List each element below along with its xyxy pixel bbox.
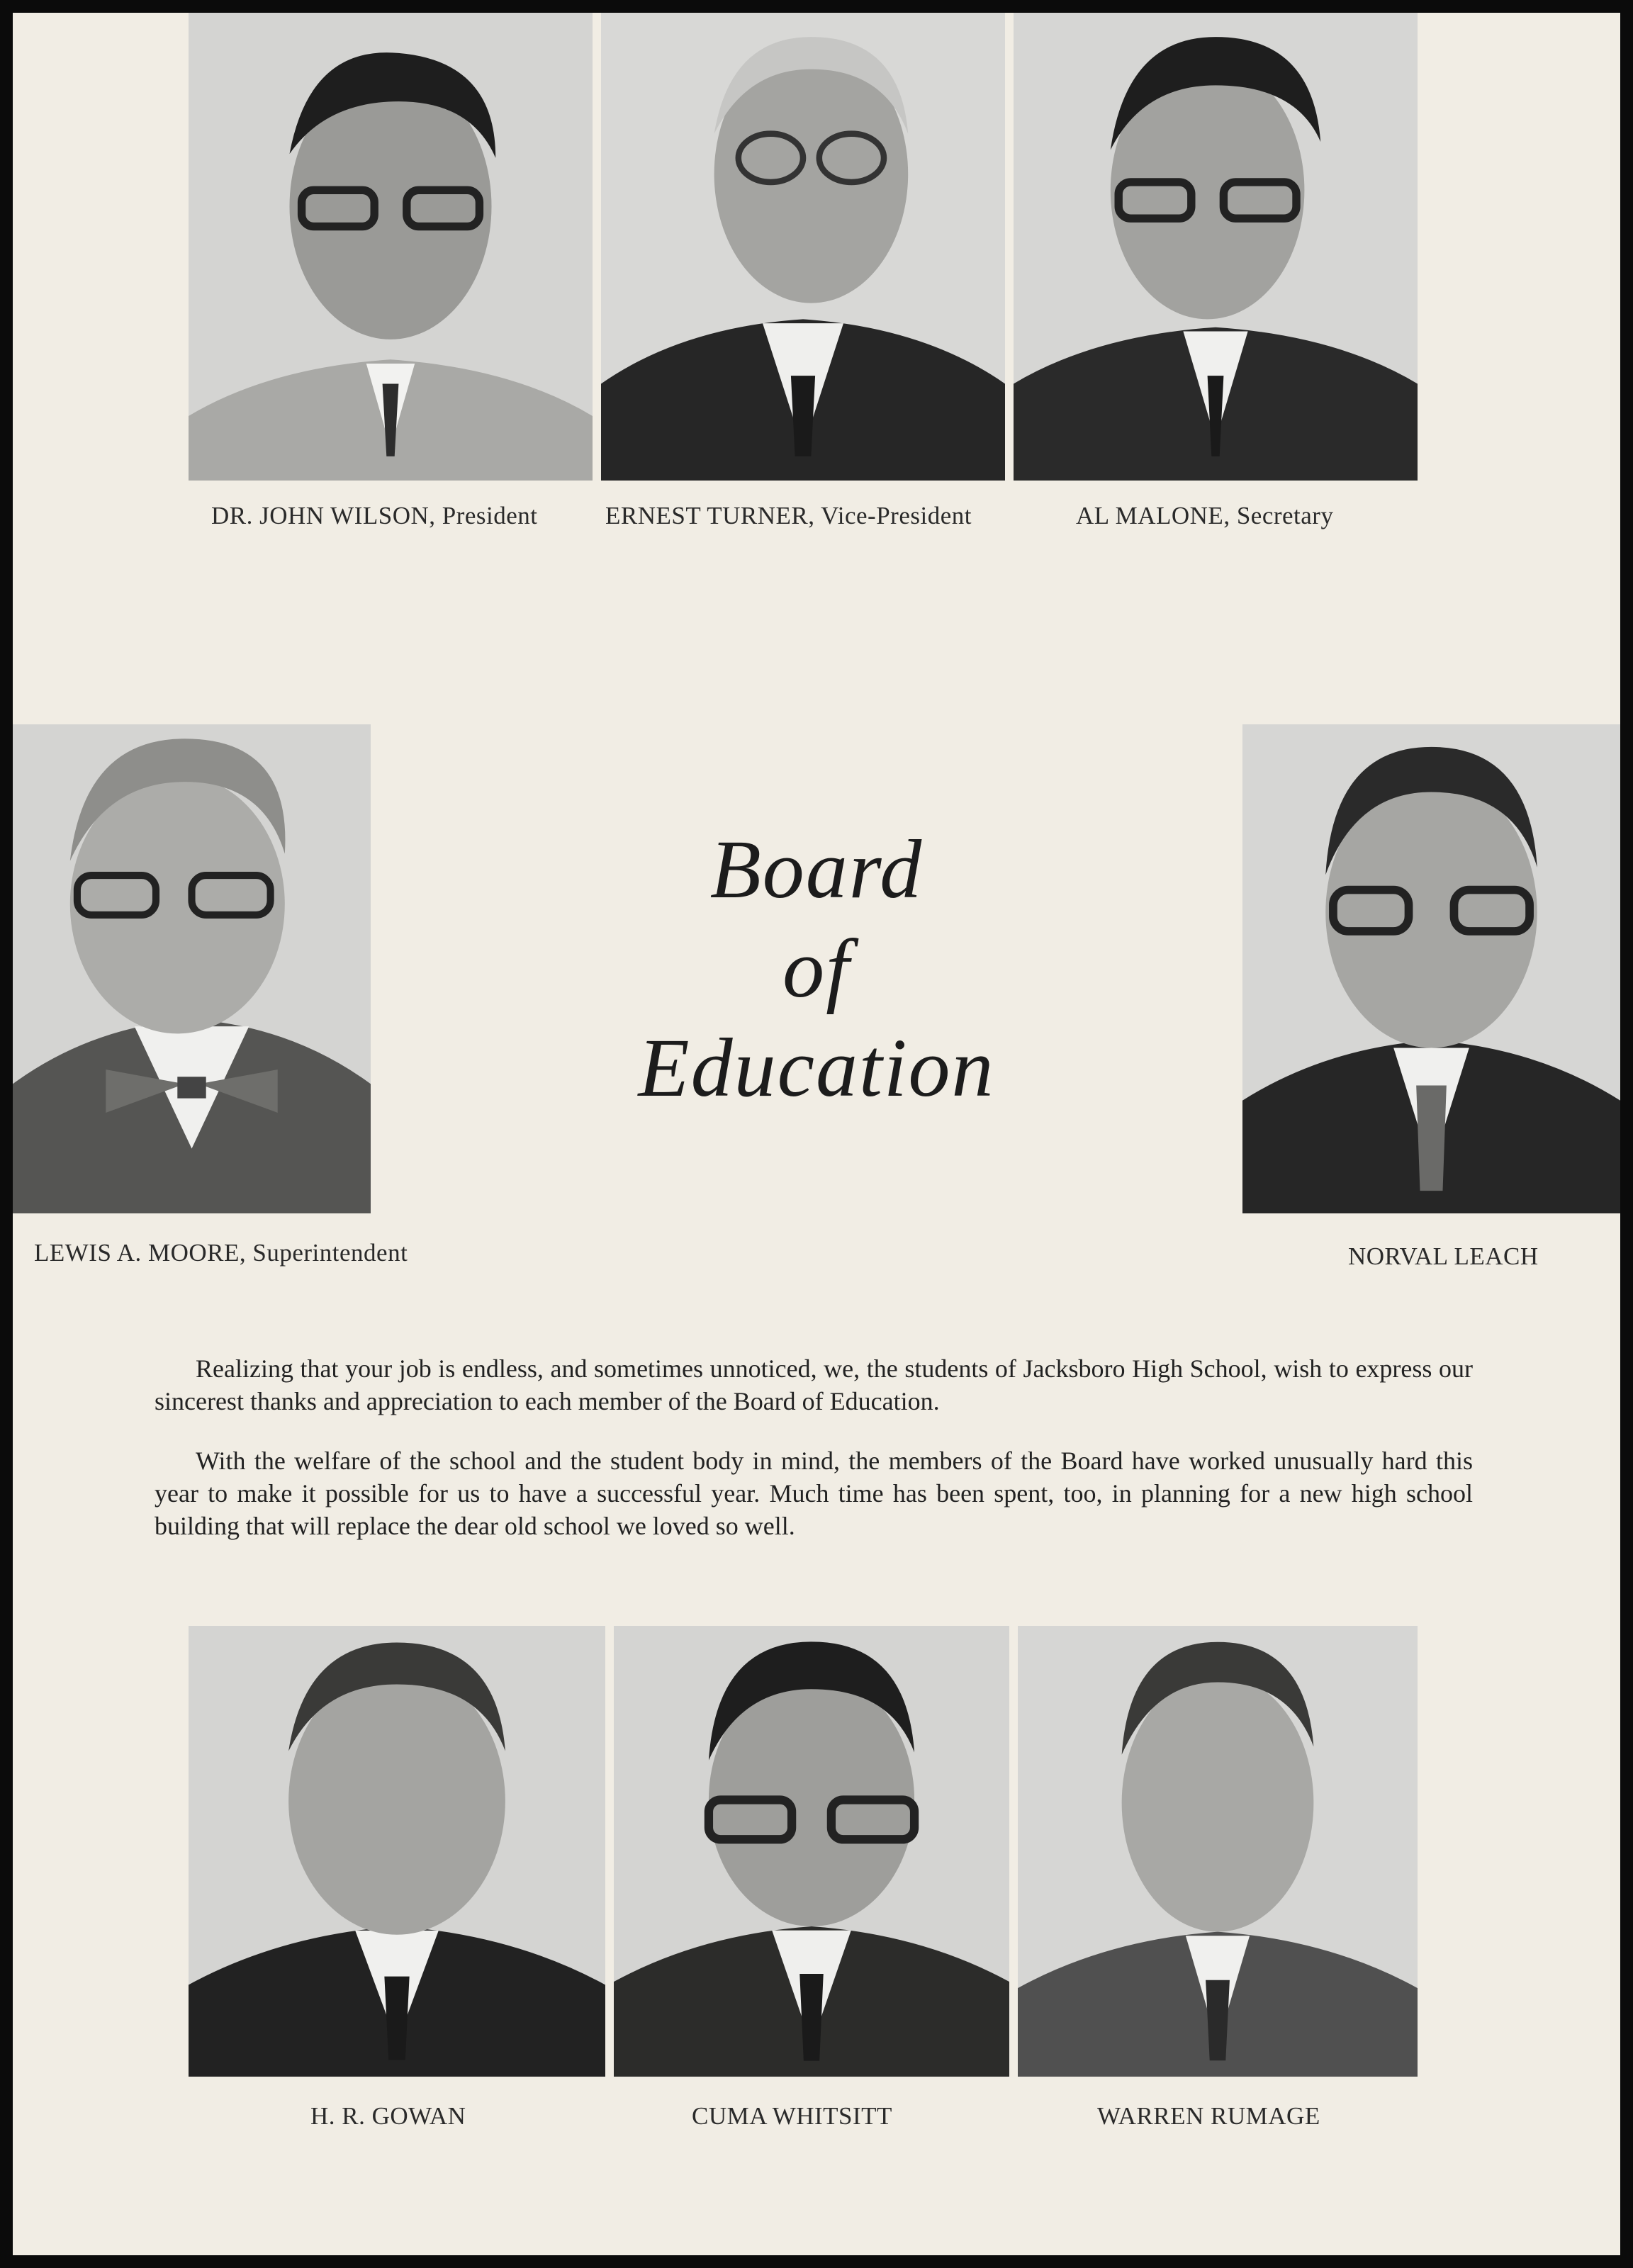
- member-caption: CUMA WHITSITT: [692, 2102, 892, 2130]
- portrait-photo-rumage: [1018, 1626, 1418, 2077]
- page-title-line-board: Board: [709, 823, 924, 916]
- member-caption: WARREN RUMAGE: [1097, 2102, 1320, 2130]
- member-caption: H. R. GOWAN: [310, 2102, 466, 2130]
- member-caption: LEWIS A. MOORE, Superintendent: [34, 1239, 408, 1267]
- body-paragraph-welfare: With the welfare of the school and the student body in mind, the members of the Board have worked unusually hard this year to make it possible for us to have a successful year. Much time has been spent, too, in planning for a new high school building that will replace the dear old school we loved so well.: [155, 1447, 1473, 1540]
- member-caption: AL MALONE, Secretary: [1076, 502, 1334, 529]
- yearbook-page: [13, 13, 1620, 2255]
- member-caption: DR. JOHN WILSON, President: [211, 502, 538, 529]
- body-paragraph-appreciation: Realizing that your job is endless, and sometimes unnoticed, we, the students of Jacksboro High School, wish to express our sincerest thanks and appreciation to each member of the Board of Education.: [155, 1354, 1473, 1415]
- portrait-photo-gowan: [189, 1626, 605, 2077]
- member-caption: NORVAL LEACH: [1348, 1242, 1539, 1270]
- portrait-photo-malone: [1014, 13, 1418, 481]
- portrait-photo-leach: [1242, 724, 1620, 1213]
- member-caption: ERNEST TURNER, Vice-President: [605, 502, 972, 529]
- page-title-line-education: Education: [638, 1021, 995, 1114]
- portrait-photo-whitsitt: [614, 1626, 1009, 2077]
- portrait-photo-wilson: [189, 13, 593, 481]
- portrait-photo-turner: [601, 13, 1005, 481]
- page-title-line-of: of: [782, 922, 851, 1015]
